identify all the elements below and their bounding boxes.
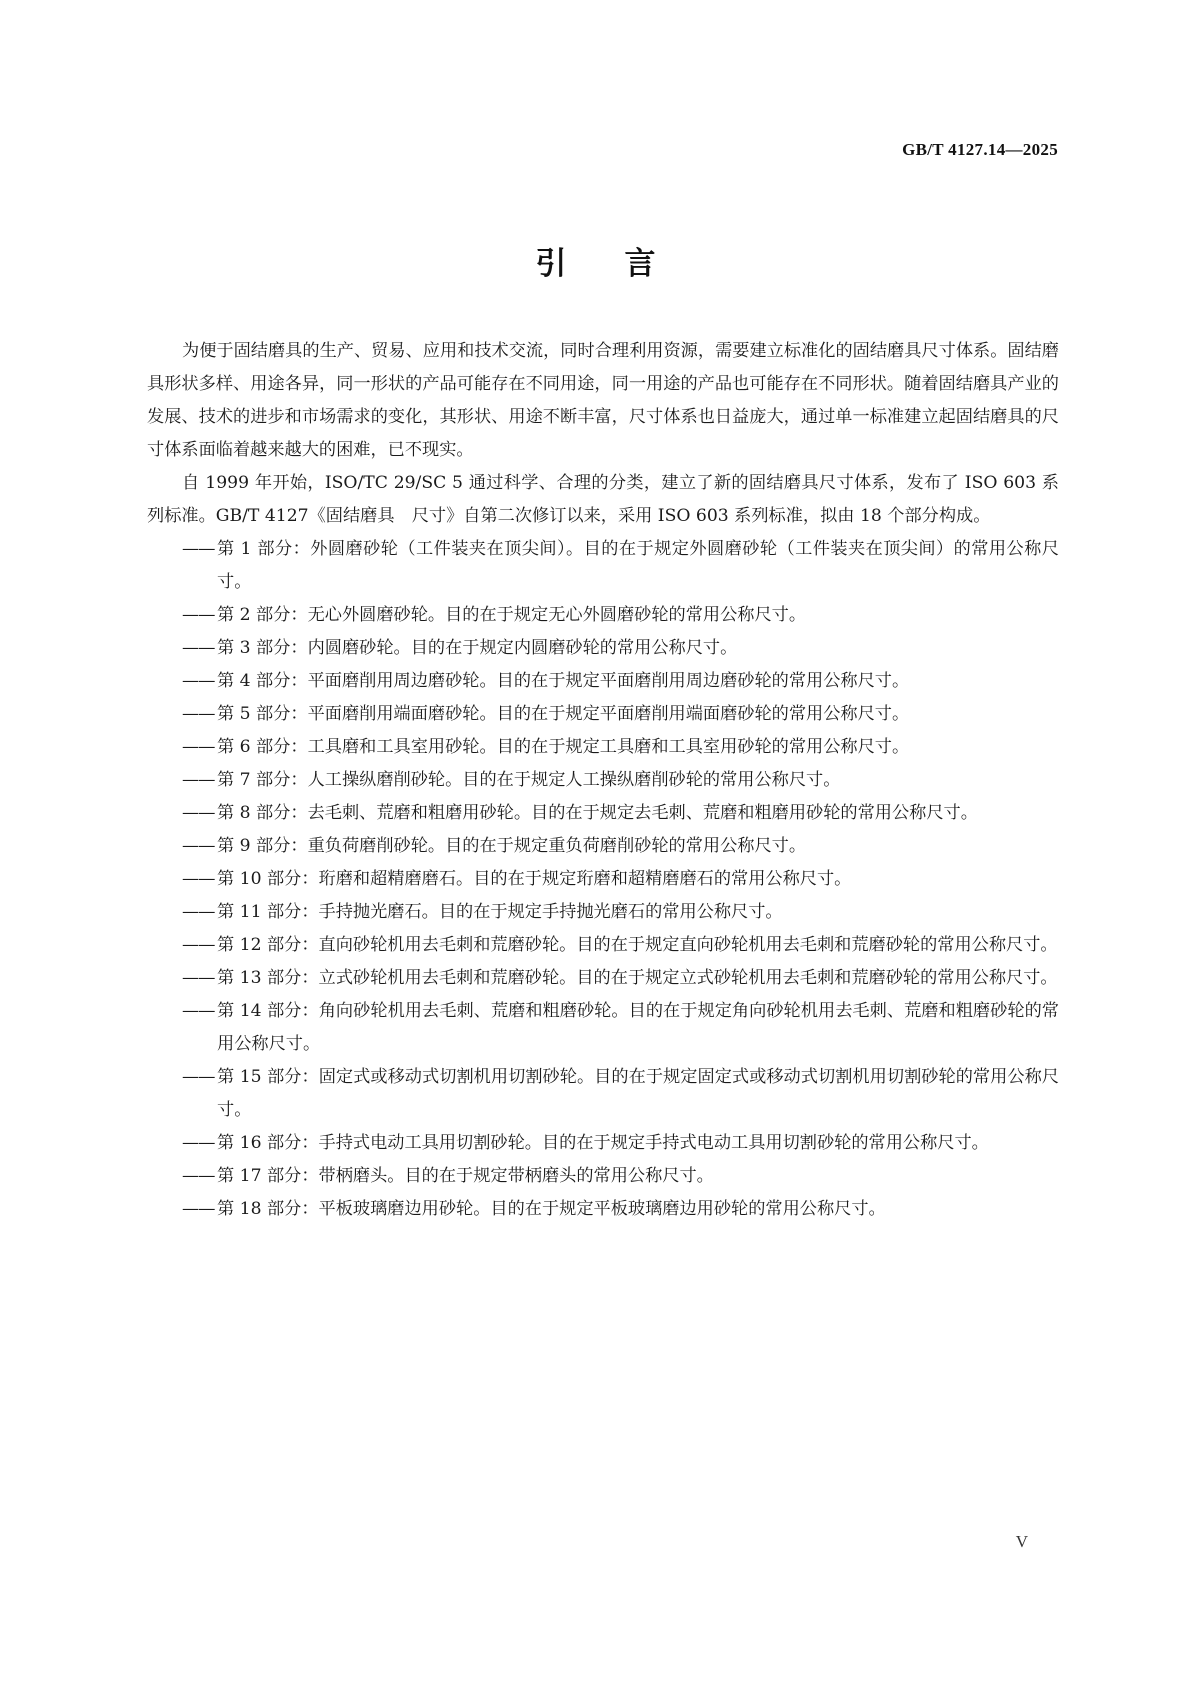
list-item-text: 第 2 部分：无心外圆磨砂轮。目的在于规定无心外圆磨砂轮的常用公称尺寸。 — [217, 605, 807, 625]
list-dash: —— — [182, 671, 215, 691]
page-title: 引言 — [535, 246, 714, 282]
list-dash: —— — [182, 869, 215, 889]
list-dash: —— — [182, 935, 215, 955]
history-paragraph: 自 1999 年开始，ISO/TC 29/SC 5 通过科学、合理的分类，建立了新的固结磨具尺寸体系，发布了 ISO 603 系列标准。GB/T 4127《固结磨具 尺寸》自第二次修订以来，采用 ISO 603 系列标准，拟由 18 个部分构成。 — [147, 473, 1059, 526]
list-item — [147, 1193, 1059, 1226]
list-dash: —— — [182, 803, 215, 823]
list-dash: —— — [182, 1001, 215, 1021]
list-item-text: 第 8 部分：去毛刺、荒磨和粗磨用砂轮。目的在于规定去毛刺、荒磨和粗磨用砂轮的常用公称尺寸。 — [217, 803, 978, 823]
list-item — [147, 764, 1059, 797]
list-item — [147, 533, 1059, 599]
list-item — [147, 1127, 1059, 1160]
standard-code: GB/T 4127.14—2025 — [902, 140, 1058, 159]
list-item-text: 第 12 部分：直向砂轮机用去毛刺和荒磨砂轮。目的在于规定直向砂轮机用去毛刺和荒磨砂轮的常用公称尺寸。 — [217, 935, 1058, 955]
list-dash: —— — [182, 737, 215, 757]
page-number: V — [1015, 1532, 1028, 1551]
list-item-text: 第 5 部分：平面磨削用端面磨砂轮。目的在于规定平面磨削用端面磨砂轮的常用公称尺寸。 — [217, 704, 910, 724]
list-dash: —— — [182, 968, 215, 988]
list-item — [147, 1061, 1059, 1127]
list-item — [147, 962, 1059, 995]
list-item — [147, 797, 1059, 830]
list-dash: —— — [182, 1166, 215, 1186]
list-item — [147, 1160, 1059, 1193]
list-item-text: 第 13 部分：立式砂轮机用去毛刺和荒磨砂轮。目的在于规定立式砂轮机用去毛刺和荒磨砂轮的常用公称尺寸。 — [217, 968, 1058, 988]
list-dash: —— — [182, 902, 215, 922]
list-dash: —— — [182, 770, 215, 790]
list-item-text: 第 18 部分：平板玻璃磨边用砂轮。目的在于规定平板玻璃磨边用砂轮的常用公称尺寸。 — [217, 1199, 886, 1219]
list-item — [147, 863, 1059, 896]
list-item-text: 第 9 部分：重负荷磨削砂轮。目的在于规定重负荷磨削砂轮的常用公称尺寸。 — [217, 836, 807, 856]
list-item — [147, 830, 1059, 863]
list-item-text: 第 10 部分：珩磨和超精磨磨石。目的在于规定珩磨和超精磨磨石的常用公称尺寸。 — [217, 869, 852, 889]
intro-paragraph: 为便于固结磨具的生产、贸易、应用和技术交流，同时合理利用资源，需要建立标准化的固结磨具尺寸体系。固结磨具形状多样、用途各异，同一形状的产品可能存在不同用途，同一用途的产品也可能存在不同形状。随着固结磨具产业的发展、技术的进步和市场需求的变化，其形状、用途不断丰富，尺寸体系也日益庞大，通过单一标准建立起固结磨具的尺寸体系面临着越来越大的困难，已不现实。 — [147, 341, 1059, 460]
list-item-text: 第 6 部分：工具磨和工具室用砂轮。目的在于规定工具磨和工具室用砂轮的常用公称尺寸。 — [217, 737, 910, 757]
list-dash: —— — [182, 704, 215, 724]
list-item-text: 第 3 部分：内圆磨砂轮。目的在于规定内圆磨砂轮的常用公称尺寸。 — [217, 638, 738, 658]
list-item — [147, 599, 1059, 632]
list-item-text: 第 11 部分：手持抛光磨石。目的在于规定手持抛光磨石的常用公称尺寸。 — [217, 902, 783, 922]
list-item — [147, 896, 1059, 929]
list-item — [147, 995, 1059, 1061]
list-dash: —— — [182, 1199, 215, 1219]
list-item-text: 第 7 部分：人工操纵磨削砂轮。目的在于规定人工操纵磨削砂轮的常用公称尺寸。 — [217, 770, 841, 790]
list-dash: —— — [182, 539, 215, 559]
document-body — [147, 335, 1059, 1226]
list-dash: —— — [182, 1067, 215, 1087]
list-item — [147, 929, 1059, 962]
list-item — [147, 632, 1059, 665]
list-dash: —— — [182, 638, 215, 658]
list-item-text: 第 16 部分：手持式电动工具用切割砂轮。目的在于规定手持式电动工具用切割砂轮的常用公称尺寸。 — [217, 1133, 989, 1153]
list-item-text: 第 15 部分：固定式或移动式切割机用切割砂轮。目的在于规定固定式或移动式切割机用切割砂轮的常用公称尺寸。 — [217, 1067, 1059, 1120]
list-dash: —— — [182, 605, 215, 625]
list-item-text: 第 1 部分：外圆磨砂轮（工件装夹在顶尖间）。目的在于规定外圆磨砂轮（工件装夹在顶尖间）的常用公称尺寸。 — [217, 539, 1059, 592]
parts-list — [147, 533, 1059, 1226]
list-item-text: 第 4 部分：平面磨削用周边磨砂轮。目的在于规定平面磨削用周边磨砂轮的常用公称尺寸。 — [217, 671, 910, 691]
list-dash: —— — [182, 836, 215, 856]
list-item — [147, 665, 1059, 698]
list-dash: —— — [182, 1133, 215, 1153]
list-item-text: 第 14 部分：角向砂轮机用去毛刺、荒磨和粗磨砂轮。目的在于规定角向砂轮机用去毛刺、荒磨和粗磨砂轮的常用公称尺寸。 — [217, 1001, 1059, 1054]
list-item-text: 第 17 部分：带柄磨头。目的在于规定带柄磨头的常用公称尺寸。 — [217, 1166, 714, 1186]
list-item — [147, 698, 1059, 731]
list-item — [147, 731, 1059, 764]
